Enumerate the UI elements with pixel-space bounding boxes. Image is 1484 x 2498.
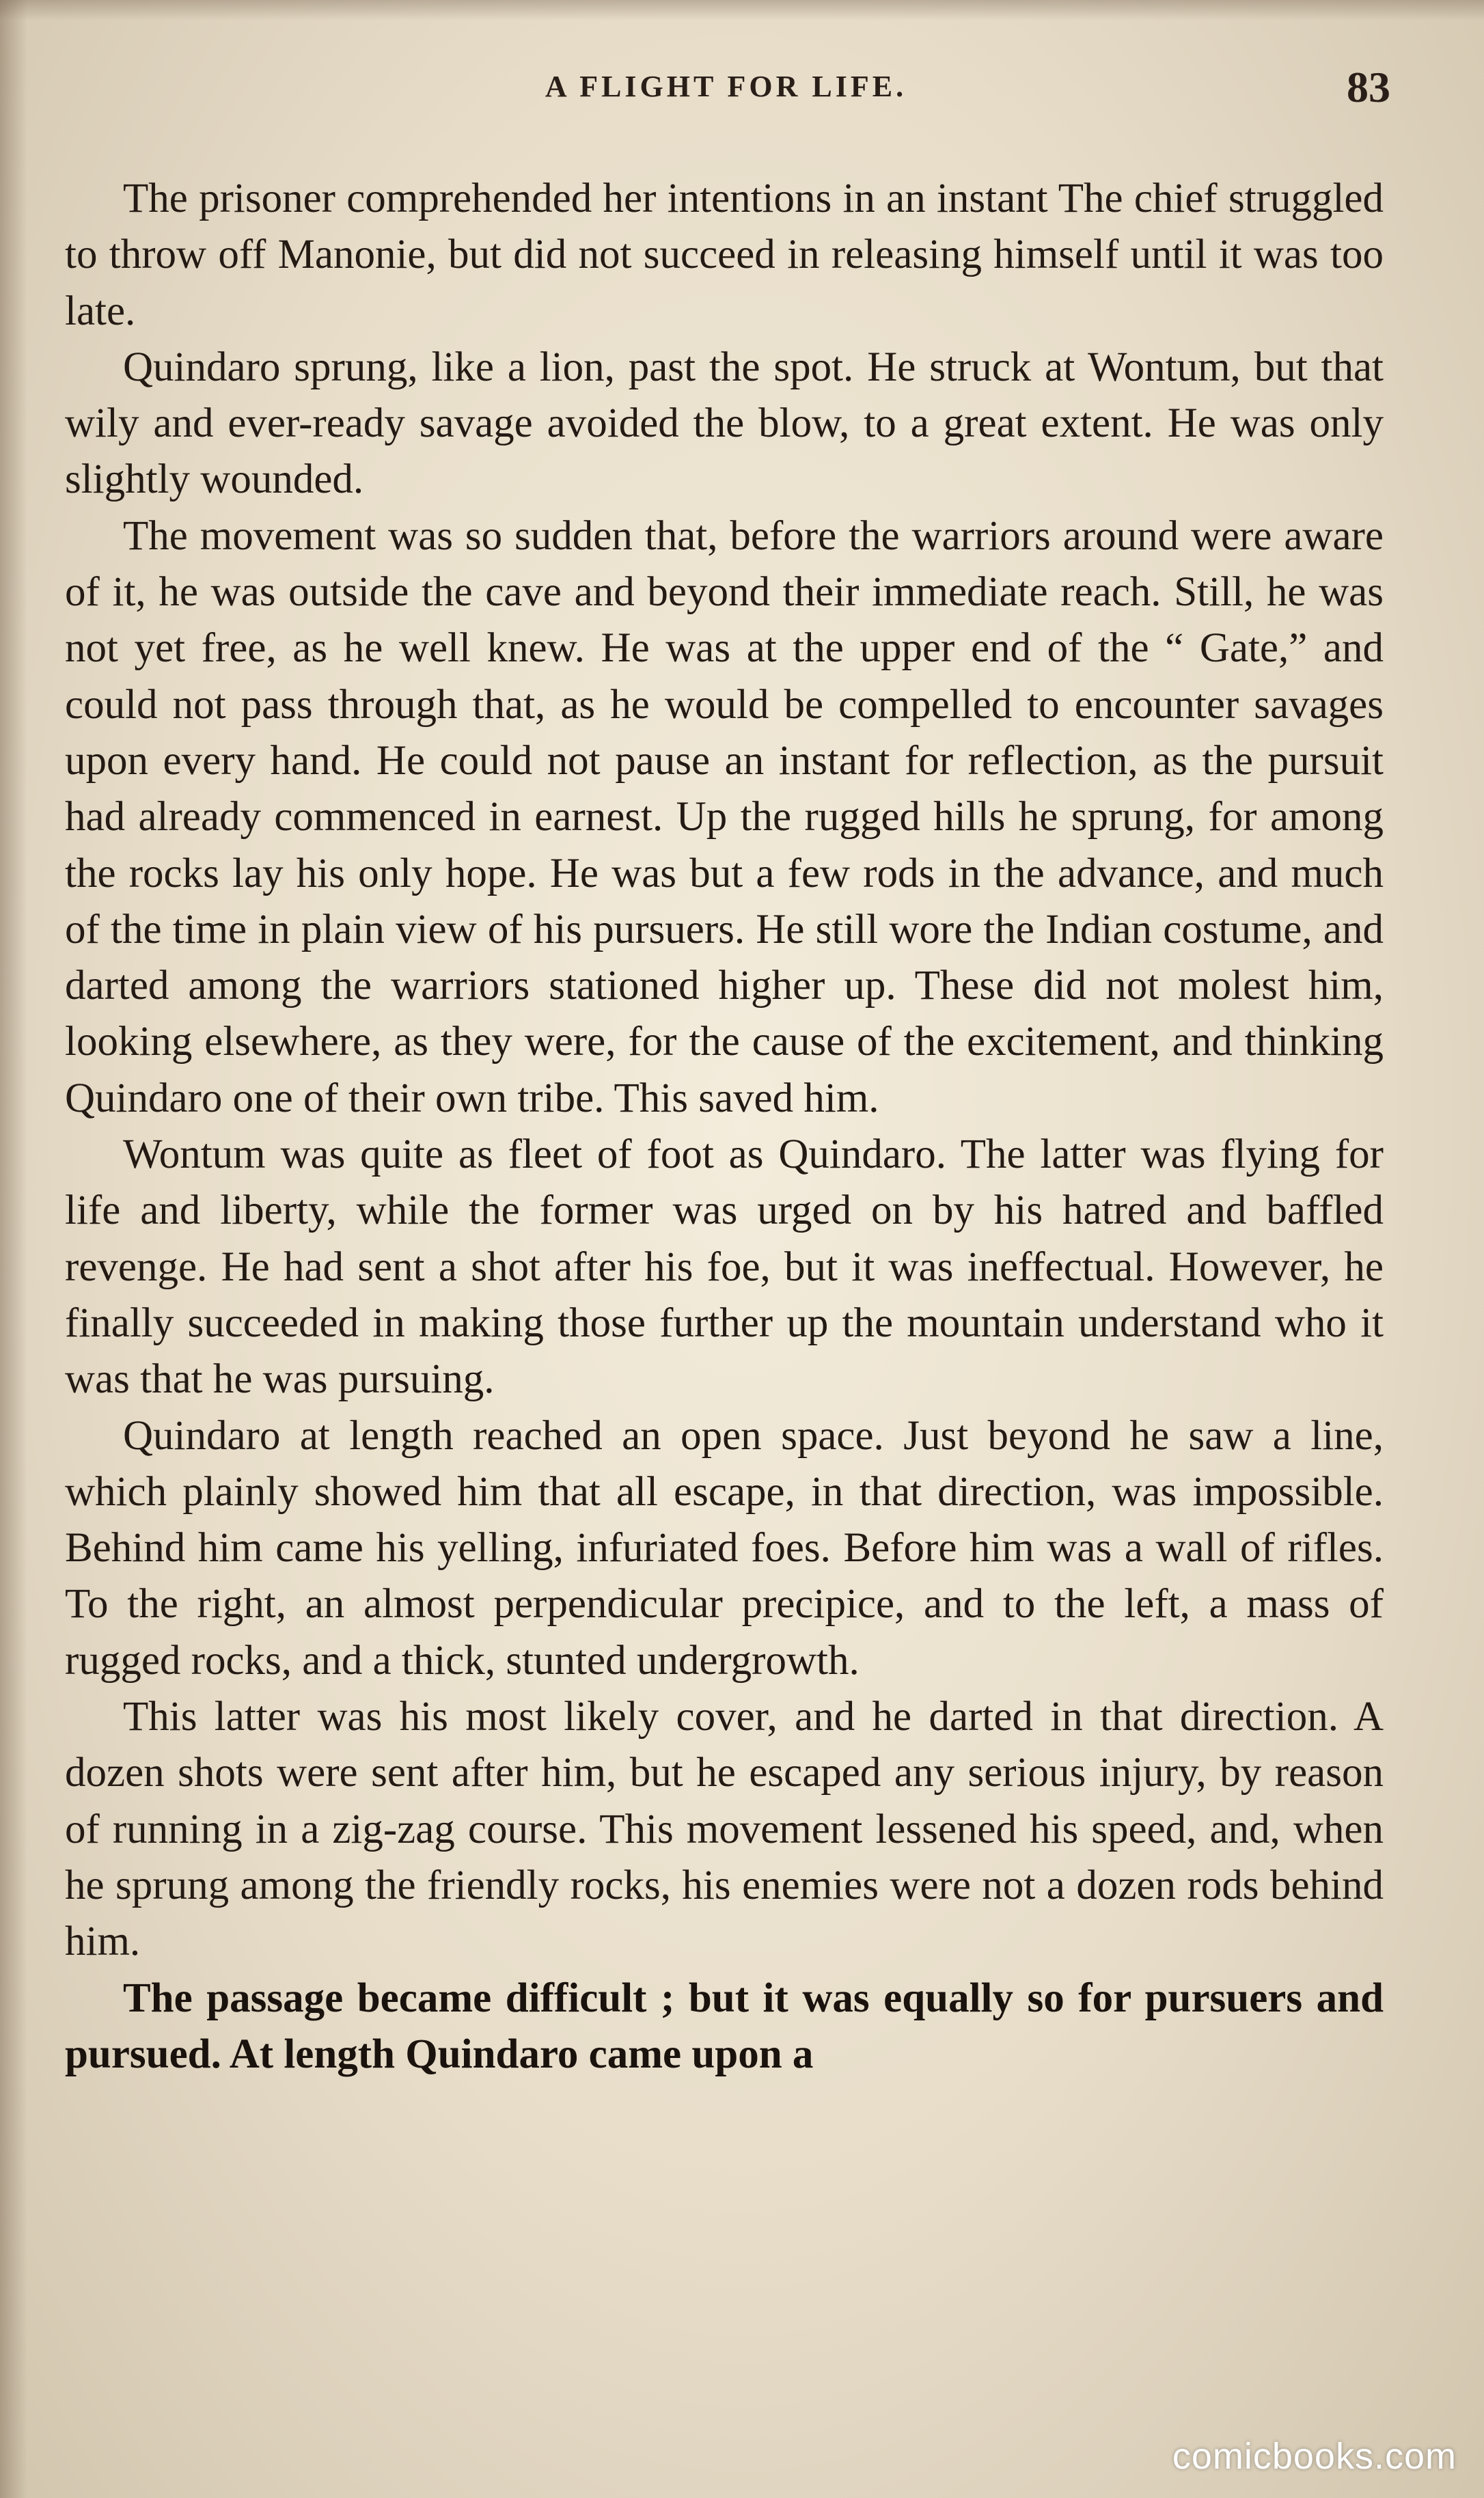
paragraph-5: Quindaro at length reached an open space. Just beyond he saw a line, which plainly showed him that all escape, in that direction, was impossible. Behind him came his yelling, infuriated foes. Before him was a wall of rifles. To the right, an almost perpendicular precipice, and to the left, a mass of rugged rocks, and a thick, stunted undergrowth. [65,1412,1384,1684]
paragraph-6: This latter was his most likely cover, and he darted in that direction. A dozen shots were sent after him, but he escaped any serious injury, by reason of running in a zig-zag course. This movement lessened his speed, and, when he sprung among the friendly rocks, his enemies were not a dozen rods behind him. [65,1694,1384,1965]
paragraph-3: The movement was so sudden that, before the warriors around were aware of it, he was outside the cave and beyond their immediate reach. Still, he was not yet free, as he well knew. He was at the upper end of the “ Gate,” and could not pass through that, as he would be compelled to encounter savages upon every hand. He could not pause an instant for reflection, as the pursuit had already commenced in earnest. Up the rugged hills he sprung, for among the rocks lay his only hope. He was but a few rods in the advance, and much of the time in plain view of his pursuers. He still wore the Indian costume, and darted among the warriors stationed higher up. These did not molest him, looking elsewhere, as they were, for the cause of the excitement, and thinking Quindaro one of their own tribe. This saved him. [65,512,1384,1121]
site-watermark: comicbooks.com [1172,2436,1457,2477]
paragraph-7: The passage became difficult ; but it was equally so for pursuers and pursued. At length Quindaro came upon a [65,1975,1384,2077]
chapter-title: A FLIGHT FOR LIFE. [545,70,907,103]
paragraph-4: Wontum was quite as fleet of foot as Quindaro. The latter was flying for life and liberty, while the former was urged on by his hatred and baffled revenge. He had sent a shot after his foe, but it was ineffectual. However, he finally succeeded in making those further up the mountain understand who it was that he was pursuing. [65,1131,1384,1403]
page-edge-shadow [0,0,27,2498]
page-body [65,171,1384,2083]
page-top-shadow [0,0,1484,20]
paragraph-2: Quindaro sprung, like a lion, past the spot. He struck at Wontum, but that wily and ever-ready savage avoided the blow, to a great extent. He was only slightly wounded. [65,344,1384,503]
running-header [61,65,1390,120]
page-number: 83 [1347,63,1390,111]
paragraph-1: The prisoner comprehended her intentions in an instant The chief struggled to throw off Manonie, but did not succeed in releasing himself until it was too late. [65,176,1384,334]
